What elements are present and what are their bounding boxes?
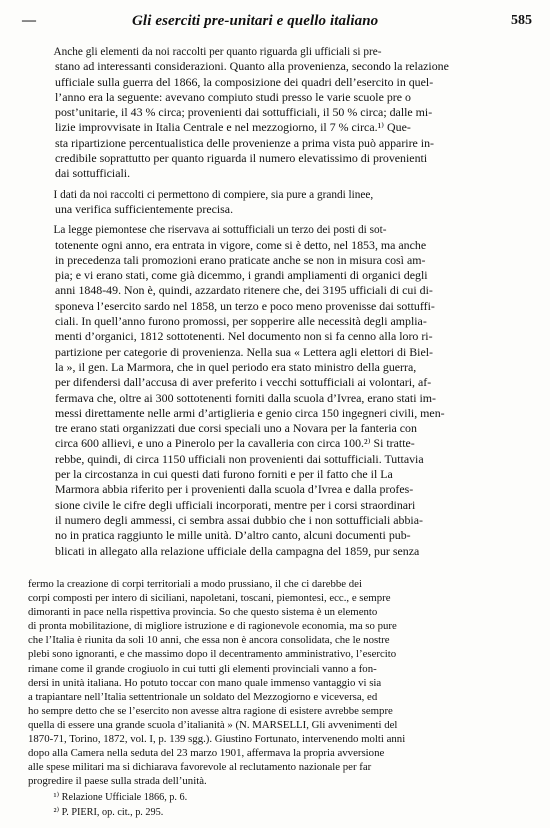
text-line: ufficiale sulla guerra del 1866, la composizione dei quadri dell’esercito in quel- — [55, 74, 434, 89]
text-line: l’anno era la seguente: avevano compiuto studi presso le varie scuole pre o — [55, 89, 411, 104]
text-line: Anche gli elementi da noi raccolti per quanto riguarda gli ufficiali si pre- — [53, 44, 382, 58]
text-line: no in pratica raggiunto le mille unità. D’altro canto, alcuni documenti pub- — [55, 528, 411, 543]
text-line: post’unitarie, il 43 % circa; provenienti dai sottufficiali, il 50 % circa; dalle mi- — [55, 105, 433, 120]
footnote-references — [28, 790, 532, 818]
footnote-line: rimane come il grande crogiuolo in cui tutti gli elementi provinciali vanno a fon- — [28, 662, 377, 675]
text-line: per la circostanza in cui questi dati furono forniti e per il fatto che il La — [55, 467, 393, 482]
text-line: partizione per categorie di provenienza. Nella sua « Lettera agli elettori di Biel- — [55, 344, 434, 359]
text-line: il numero degli ammessi, ci sembra assai dubbio che i non sottufficiali abbia- — [55, 512, 423, 527]
footnote-continuation — [28, 577, 532, 788]
text-line: blicati in allegato alla relazione ufficiale della campagna del 1859, pur senza — [55, 543, 420, 558]
text-line: menti d’organici, 1812 sottotenenti. Nel documento non si fa cenno alla loro ri- — [55, 329, 433, 344]
text-line: tre erano stati organizzati due corsi speciali uno a Novara per la fanteria con — [55, 421, 417, 436]
footnotes — [28, 577, 532, 819]
text-line: sponeva l’esercito sardo nel 1858, un terzo e poco meno provenisse dai sottuffi- — [55, 298, 435, 313]
text-line: per difendersi dall’accusa di aver preferito i vecchi sottufficiali ai volontari, af- — [55, 375, 432, 390]
footnote-line: 1870-71, Torino, 1872, vol. I, p. 139 sgg.). Giustino Fortunato, intervenendo molti anni — [28, 733, 406, 746]
footnote-line: plebi sono ignoranti, e che massimo dopo il decentramento amministrativo, l’esercito — [28, 648, 397, 661]
footnote-line: che l’Italia è riunita da soli 10 anni, che essa non è ancora consolidata, che le nostre — [28, 634, 390, 647]
running-title: Gli eserciti pre-unitari e quello italiano — [132, 13, 379, 29]
text-line: messi direttamente nelle armi d’artiglieria e genio circa 150 ingegneri civili, men- — [55, 405, 445, 420]
text-line: La legge piemontese che riservava ai sottufficiali un terzo dei posti di sot- — [53, 222, 387, 237]
text-line: stano ad interessanti considerazioni. Quanto alla provenienza, secondo la relazione — [55, 59, 449, 74]
text-line: pia; e vi erano stati, come già dicemmo, i grandi ampliamenti di organici degli — [55, 268, 428, 283]
paragraph — [28, 187, 532, 218]
header-dash: — — [22, 13, 36, 28]
footnote-line: ho sempre detto che se l’esercito non avesse altra ragione di esistere avrebbe sempre — [28, 704, 393, 717]
footnote-line: progredire il paese sulla strada dell’unità. — [28, 775, 207, 788]
text-line: ciali. In quell’anno furono promossi, per sopperire alle necessità degli amplia- — [55, 314, 427, 329]
footnote-ref-1: ¹⁾ Relazione Ufficiale 1866, p. 6. — [53, 791, 188, 804]
text-line: la », il gen. La Marmora, che in quel periodo era stato ministro della guerra, — [55, 359, 417, 374]
text-line: sione civile le cifre degli ufficiali incorporati, mentre per i corsi straordinari — [55, 497, 416, 512]
text-line: circa 600 allievi, e uno a Pinerolo per la cavalleria con circa 100.²⁾ Si tratte- — [55, 436, 415, 451]
paragraph — [28, 222, 532, 559]
text-line: anni 1848-49. Non è, quindi, azzardato ritenere che, dei 3195 ufficiali di cui di- — [55, 283, 433, 298]
running-header — [22, 12, 532, 34]
text-line: fermava che, oltre ai 300 sottotenenti forniti dalla scuola d’Ivrea, erano stati im- — [55, 390, 437, 405]
footnote-line: dimoranti in pace nella rispettiva provincia. So che questo sistema è un elemento — [28, 606, 378, 619]
footnote-line: quella di essere una grande scuola d’italianità » (N. MARSELLI, Gli avvenimenti del — [28, 718, 398, 731]
page-number: 585 — [511, 13, 532, 28]
paragraph — [28, 44, 532, 182]
footnote-ref-2: ²⁾ P. PIERI, op. cit., p. 295. — [53, 805, 164, 818]
footnote-line: alle spese militari ma si dichiarava favorevole al reclutamento nazionale per far — [28, 761, 372, 774]
footnote-line: a trapiantare nell’Italia settentrionale un soldato del Mezzogiorno e viceversa, ed — [28, 690, 378, 703]
text-line: totenente ogni anno, era entrata in vigore, come si è detto, nel 1853, ma anche — [55, 237, 427, 252]
footnote-line: fermo la creazione di corpi territoriali a modo prussiano, il che ci darebbe dei — [28, 578, 362, 590]
text-line: sta ripartizione percentualistica delle provenienze a prima vista può apparire in- — [55, 135, 435, 150]
footnote-line: di pronta mobilitazione, di migliore istruzione e di ragionevole economia, ma so pure — [28, 620, 397, 633]
text-line: una verifica sufficientemente precisa. — [55, 201, 234, 216]
text-line: I dati da noi raccolti ci permettono di compiere, sia pure a grandi linee, — [53, 186, 374, 201]
footnote-line: dopo alla Camera nella seduta del 23 marzo 1901, affermava la propria avversione — [28, 747, 385, 760]
text-line: rebbe, quindi, di circa 1150 ufficiali non provenienti dai sottufficiali. Tuttavia — [55, 451, 424, 466]
footnote-line: corpi composti per intero di siciliani, napoletani, toscani, piemontesi, ecc., e sempre — [28, 592, 391, 605]
text-line: lizie improvvisate in Italia Centrale e nel mezzogiorno, il 7 % circa.¹⁾ Que- — [55, 120, 411, 135]
text-line: in precedenza tali promozioni erano praticate anche se non in misura così am- — [55, 252, 426, 267]
text-line: Marmora abbia riferito per i provenienti dalla scuola d’Ivrea e dalla profes- — [55, 482, 414, 497]
text-line: credibile soprattutto per quanto riguarda il numero elevatissimo di provenienti — [55, 151, 428, 166]
main-text — [28, 44, 532, 564]
footnote-line: dersi in unità italiana. Ho potuto toccar con mano quale immenso vantaggio vi sia — [28, 676, 382, 689]
text-line: dai sottufficiali. — [55, 166, 131, 181]
